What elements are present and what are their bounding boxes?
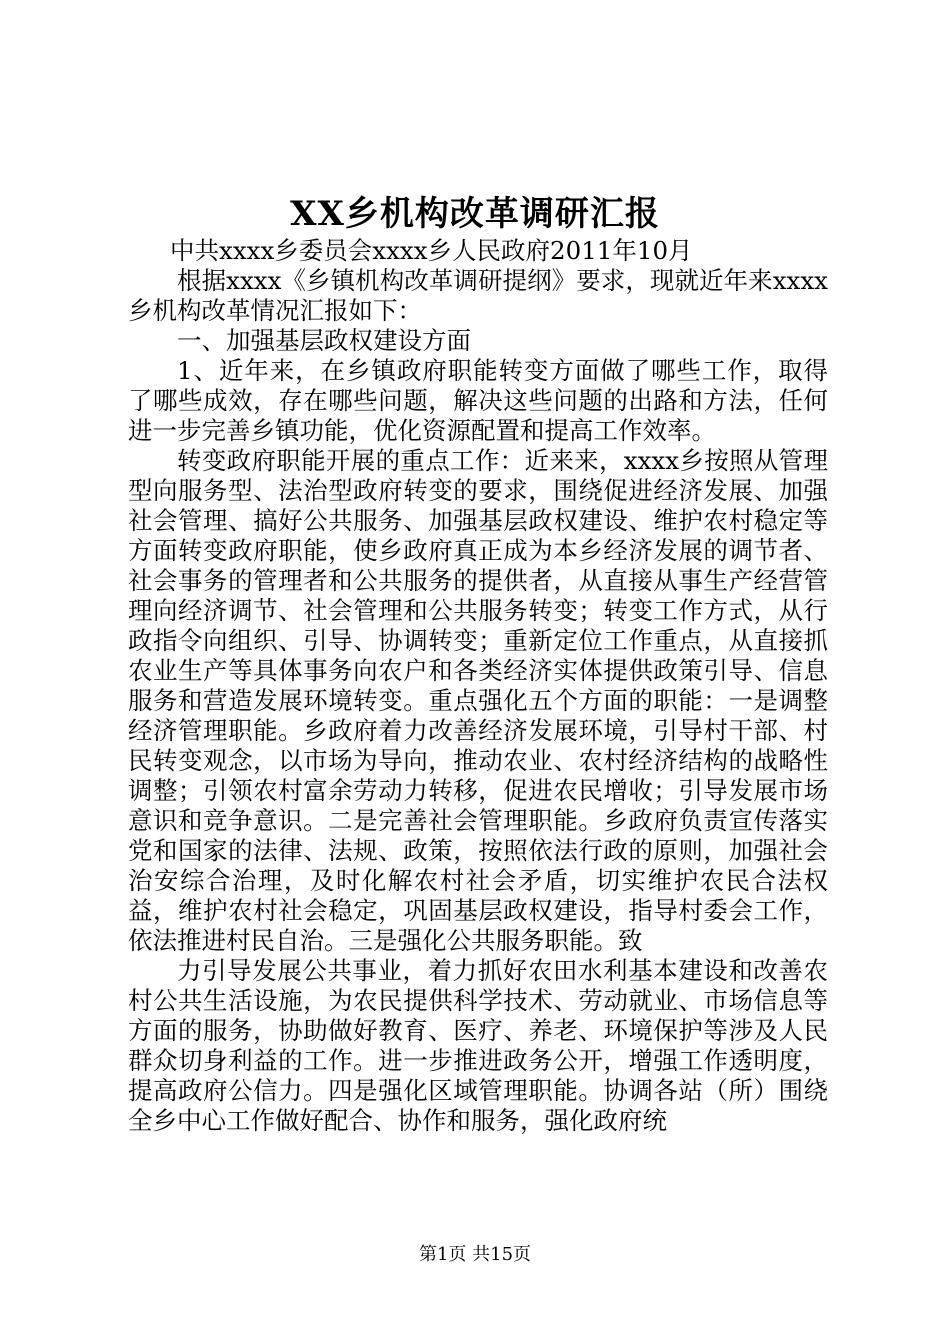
- section-heading: 一、加强基层政权建设方面: [177, 326, 471, 355]
- body-paragraph: 力引导发展公共事业，着力抓好农田水利基本建设和改善农村公共生活设施，为农民提供科学技术、劳动就业、市场信息等方面的服务，协助做好教育、医疗、养老、环境保护等涉及人民群众切身利益的工作。进一步推进政务公开，增强工作透明度，提高政府公信力。四是强化区域管理职能。协调各站（所）围绕全乡中心工作做好配合、协作和服务，强化政府统: [128, 956, 828, 1135]
- body-paragraph: 转变政府职能开展的重点工作：近来来，xxxx乡按照从管理型向服务型、法治型政府转变的要求，围绕促进经济发展、加强社会管理、搞好公共服务、加强基层政权建设、维护农村稳定等方面转变政府职能，使乡政府真正成为本乡经济发展的调节者、社会事务的管理者和公共服务的提供者，从直接从事生产经营管理向经济调节、社会管理和公共服务转变；转变工作方式，从行政指令向组织、引导、协调转变；重新定位工作重点，从直接抓农业生产等具体事务向农户和各类经济实体提供政策引导、信息服务和营造发展环境转变。重点强化五个方面的职能：一是调整经济管理职能。乡政府着力改善经济发展环境，引导村干部、村民转变观念，以市场为导向，推动农业、农村经济结构的战略性调整；引领农村富余劳动力转移，促进农民增收；引导发展市场意识和竞争意识。二是完善社会管理职能。乡政府负责宣传落实党和国家的法律、法规、政策，按照依法行政的原则，加强社会治安综合治理，及时化解农村社会矛盾，切实维护农民合法权益，维护农村社会稳定，巩固基层政权建设，指导村委会工作，依法推进村民自治。三是强化公共服务职能。致: [128, 446, 828, 955]
- question-paragraph: 1、近年来，在乡镇政府职能转变方面做了哪些工作，取得了哪些成效，存在哪些问题，解决这些问题的出路和方法，任何进一步完善乡镇功能，优化资源配置和提高工作效率。: [128, 356, 828, 445]
- document-title: XX乡机构改革调研汇报: [290, 194, 660, 234]
- intro-paragraph: 根据xxxx《乡镇机构改革调研提纲》要求，现就近年来xxxx乡机构改革情况汇报如下：: [128, 266, 828, 325]
- issuer-date-line: 中共xxxx乡委员会xxxx乡人民政府2011年10月: [170, 236, 693, 265]
- page-number-footer: 第1页 共15页: [418, 1244, 532, 1265]
- document-body: [128, 236, 828, 1136]
